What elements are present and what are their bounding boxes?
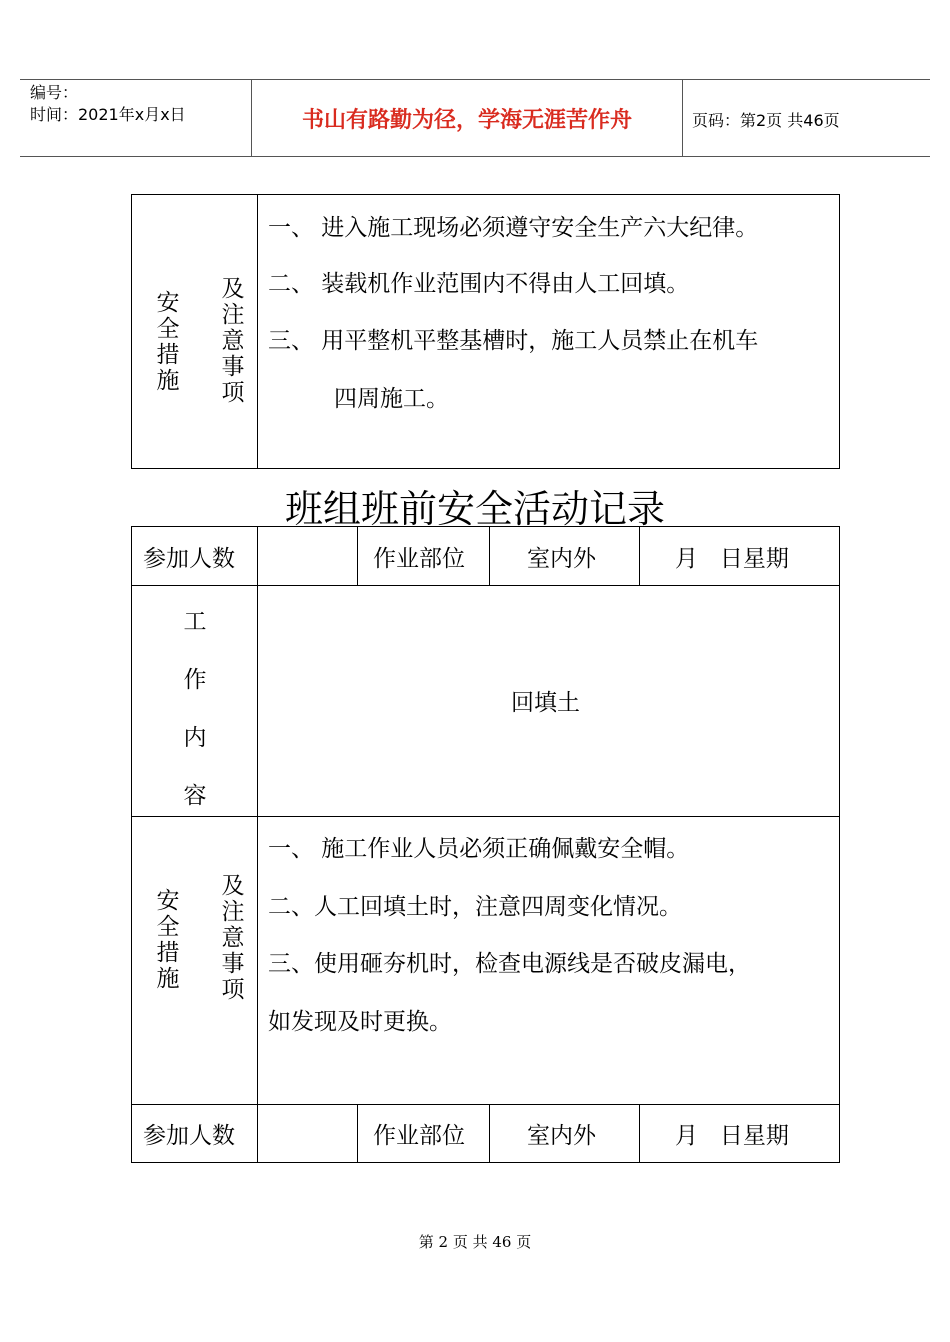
document-time-label: 时间：2021年x月x日 [30,105,186,124]
participants-label: 参加人数 [143,546,235,572]
header-meta [30,82,186,126]
safety-item: 三、 用平整机平整基槽时，施工人员禁止在机车 [268,328,759,354]
date-label: 月 日星期 [675,546,789,572]
participants-label: 参加人数 [143,1123,235,1149]
header-page-label: 页码：第2页 共46页 [692,111,840,130]
header-bottom-rule [20,156,930,157]
safety-label-left: 安全措施 [156,888,180,992]
safety-item: 二、人工回填土时，注意四周变化情况。 [268,894,682,920]
date-label: 月 日星期 [675,1123,789,1149]
safety-item: 二、 装载机作业范围内不得由人工回填。 [268,271,690,297]
location-label: 室内外 [527,546,596,572]
header-motto: 书山有路勤为径，学海无涯苦作舟 [301,108,632,133]
header-top-rule [20,79,930,80]
work-content-label-char: 作 [183,667,207,693]
page-footer: 第 2 页 共 46 页 [418,1233,532,1251]
safety-item: 一、 进入施工现场必须遵守安全生产六大纪律。 [268,215,759,241]
header-divider [682,79,683,156]
safety-item: 四周施工。 [334,386,449,412]
work-content-label-char: 工 [183,609,207,635]
safety-label-left: 安全措施 [156,290,180,394]
document-number-label: 编号： [30,83,79,102]
safety-item: 如发现及时更换。 [268,1009,452,1035]
safety-label-right: 及注意事项 [221,276,245,406]
work-area-label: 作业部位 [373,546,465,572]
work-area-label: 作业部位 [373,1123,465,1149]
safety-label-right: 及注意事项 [221,873,245,1003]
safety-item: 一、 施工作业人员必须正确佩戴安全帽。 [268,836,690,862]
work-content-label-char: 容 [183,783,207,809]
safety-item: 三、使用砸夯机时，检查电源线是否破皮漏电， [268,951,751,977]
page-title: 班组班前安全活动记录 [284,487,665,531]
work-content-label-char: 内 [183,725,207,751]
location-label: 室内外 [527,1123,596,1149]
work-content-value: 回填土 [511,690,580,716]
